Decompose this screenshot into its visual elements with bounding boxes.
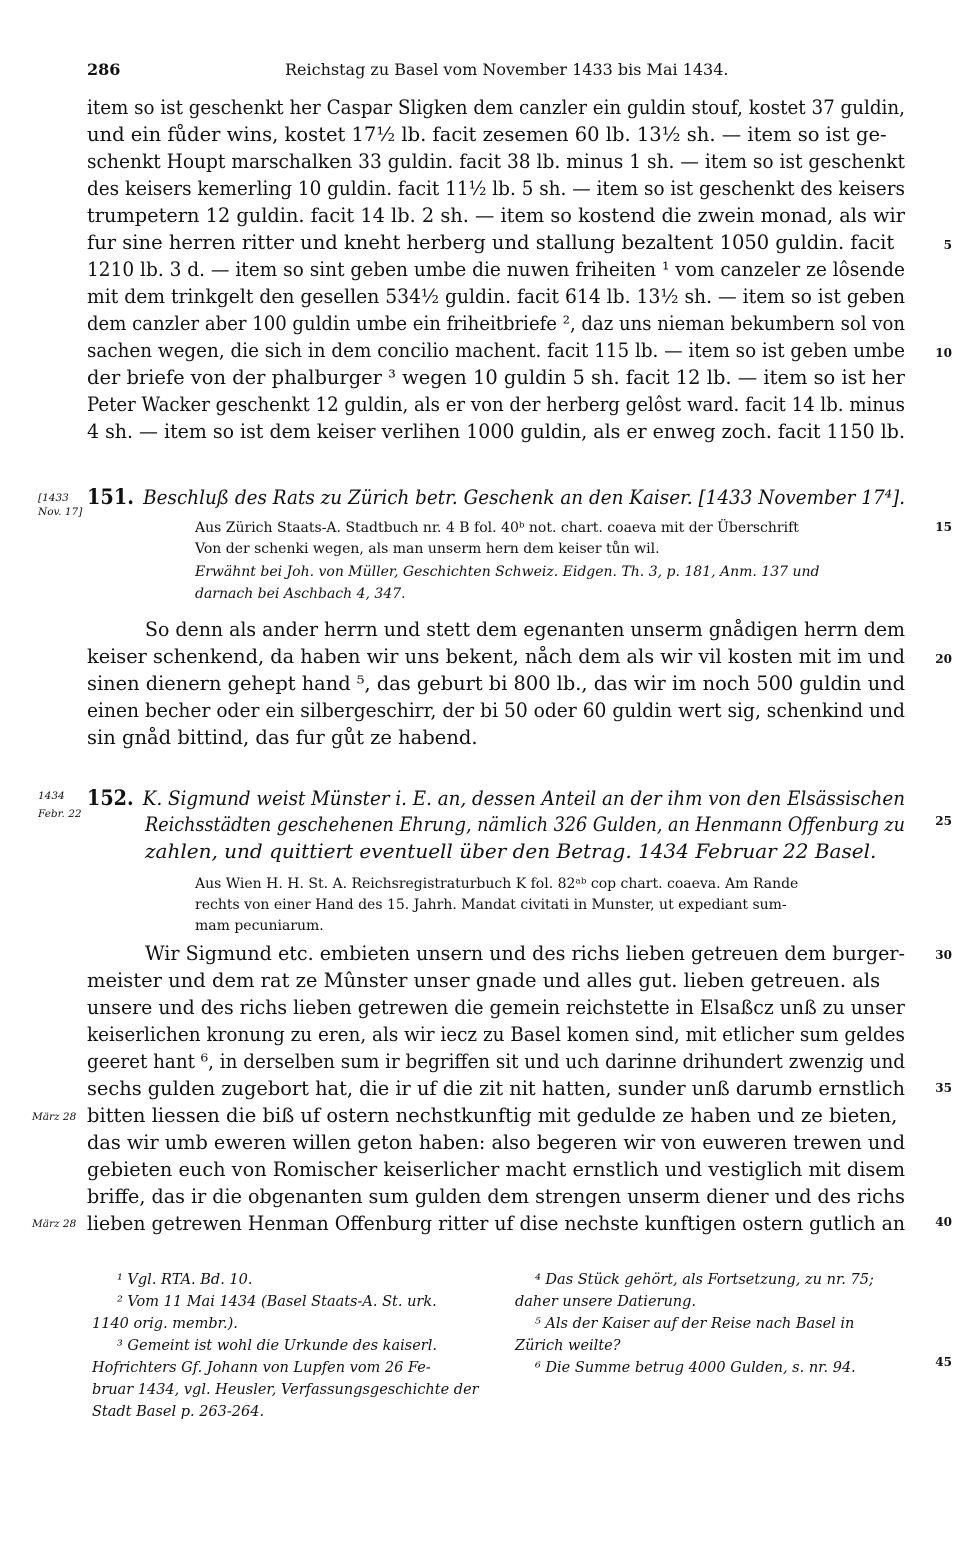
text-line: sachen wegen, die sich in dem concilio machent. facit 115 lb. — item so ist geben umbe xyxy=(87,339,905,362)
footnote: ³ Gemeint ist wohl die Urkunde des kaiserl. xyxy=(117,1338,437,1354)
text-line: mit dem trinkgelt den gesellen 534½ guldin. facit 614 lb. 13½ sh. — item so ist geben xyxy=(87,285,906,308)
line-number: 35 xyxy=(935,1081,952,1095)
document-heading xyxy=(87,484,905,509)
footnote: ¹ Vgl. RTA. Bd. 10. xyxy=(117,1272,253,1288)
text-line: das wir umb eweren willen geton haben: also begeren wir von euweren trewen und xyxy=(87,1131,906,1154)
text-line: keiser schenkend, da haben wir uns bekent, nåch dem als wir vil kosten mit im und xyxy=(87,645,906,668)
text-line: unsere und des richs lieben getrewen die gemein reichstette in Elsaßcz unß zu unser xyxy=(87,996,905,1019)
document-title: zahlen, und quittiert eventuell über den Betrag. 1434 Februar 22 Basel. xyxy=(145,839,877,863)
margin-date: März 28 xyxy=(32,1218,77,1230)
document-title: Reichsstädten geschehenen Ehrung, nämlich 326 Gulden, an Henmann Offenburg zu xyxy=(145,812,906,836)
text-line: item so ist geschenkt her Caspar Sligken dem canzler ein guldin stouf, kostet 37 guldin, xyxy=(87,96,905,119)
text-line: gebieten euch von Romischer keiserlicher macht ernstlich und vestiglich mit disem xyxy=(87,1158,906,1181)
text-line: So denn als ander herrn und stett dem egenanten unserm gnådigen herrn dem xyxy=(145,618,905,641)
text-line: geeret hant ⁶, in derselben sum ir begriffen sit und uch darinne drihundert zwenzig und xyxy=(87,1050,905,1073)
text-line: Wir Sigmund etc. embieten unsern und des richs lieben getreuen dem burger- xyxy=(145,942,905,965)
text-line: 4 sh. — item so ist dem keiser verlihen 1000 guldin, als er enweg zoch. facit 1150 lb. xyxy=(87,420,905,443)
text-line: meister und dem rat ze Mûnster unser gnade und alles gut. lieben getreuen. als xyxy=(87,969,881,992)
margin-date: Febr. 22 xyxy=(38,808,82,820)
source-note: Erwähnt bei Joh. von Müller, Geschichten Schweiz. Eidgen. Th. 3, p. 181, Anm. 137 und xyxy=(195,564,820,580)
footnote: bruar 1434, vgl. Heusler, Verfassungsgeschichte der xyxy=(92,1382,479,1398)
line-number: 40 xyxy=(935,1215,952,1229)
margin-date: März 28 xyxy=(32,1111,77,1123)
text-line: dem canzler aber 100 guldin umbe ein friheitbriefe ², daz uns nieman bekumbern sol von xyxy=(87,312,905,335)
text-line: lieben getrewen Henman Offenburg ritter uf dise nechste kunftigen ostern gutlich an xyxy=(87,1212,905,1235)
text-line: sinen dienern gehept hand ⁵, das geburt bi 800 lb., das wir im noch 500 guldin und xyxy=(87,672,906,695)
margin-year: [1433 xyxy=(38,492,69,504)
document-heading xyxy=(87,785,905,810)
text-line: fur sine herren ritter und kneht herberg und stallung bezaltent 1050 guldin. facit xyxy=(87,231,895,254)
document-number: 152. xyxy=(87,785,134,810)
footnote: ⁵ Als der Kaiser auf der Reise nach Basel in xyxy=(535,1316,855,1332)
text-line: sechs gulden zugebort hat, die ir uf die zit nit hatten, sunder unß darumb ernstlich xyxy=(87,1077,905,1100)
footnote: daher unsere Datierung. xyxy=(515,1294,697,1310)
margin-year: 1434 xyxy=(38,790,65,802)
source-note: Aus Zürich Staats-A. Stadtbuch nr. 4 B fol. 40ᵇ not. chart. coaeva mit der Überschrift xyxy=(195,520,799,536)
text-line: und ein fůder wins, kostet 17½ lb. facit zesemen 60 lb. 13½ sh. — item so ist ge- xyxy=(87,123,887,146)
text-line: keiserlichen kronung zu eren, als wir iecz zu Basel komen sind, mit etlicher sum geldes xyxy=(87,1023,905,1046)
line-number: 30 xyxy=(935,948,952,962)
footnote: Stadt Basel p. 263-264. xyxy=(92,1404,265,1420)
document-title: K. Sigmund weist Münster i. E. an, dessen Anteil an der ihm von den Elsässischen xyxy=(142,786,905,810)
footnote: ⁴ Das Stück gehört, als Fortsetzung, zu nr. 75; xyxy=(535,1272,874,1288)
footnote: ² Vom 11 Mai 1434 (Basel Staats-A. St. urk. xyxy=(117,1294,437,1310)
margin-date: Nov. 17] xyxy=(38,506,83,518)
running-title: Reichstag zu Basel vom November 1433 bis Mai 1434. xyxy=(285,60,729,79)
footnote: Hofrichters Gf. Johann von Lupfen vom 26 Fe- xyxy=(92,1360,431,1376)
text-line: 1210 lb. 3 d. — item so sint geben umbe die nuwen friheiten ¹ vom canzeler ze lôsende xyxy=(87,258,906,281)
text-line: einen becher oder ein silbergeschirr, der bi 50 oder 60 guldin wert sig, schenkind und xyxy=(87,699,906,722)
source-note: darnach bei Aschbach 4, 347. xyxy=(195,586,406,602)
source-note: rechts von einer Hand des 15. Jahrh. Mandat civitati in Munster, ut expediant sum- xyxy=(195,897,787,913)
line-number: 45 xyxy=(935,1355,952,1369)
text-line: der briefe von der phalburger ³ wegen 10 guldin 5 sh. facit 12 lb. — item so ist her xyxy=(87,366,905,389)
line-number: 25 xyxy=(935,814,952,828)
text-line: sin gnåd bittind, das fur gůt ze habend. xyxy=(87,726,478,749)
line-number: 15 xyxy=(935,520,952,534)
document-title: Beschluß des Rats zu Zürich betr. Geschenk an den Kaiser. [1433 November 17⁴]. xyxy=(143,485,906,509)
text-line: trumpetern 12 guldin. facit 14 lb. 2 sh. — item so kostend die zwein monad, als wir xyxy=(87,204,905,227)
page-number: 286 xyxy=(87,60,121,79)
source-note: Von der schenki wegen, als man unserm hern dem keiser tůn wil. xyxy=(195,541,660,557)
line-number: 5 xyxy=(943,238,952,252)
footnote: Zürich weilte? xyxy=(515,1338,621,1354)
line-number: 20 xyxy=(935,652,952,666)
text-line: bitten liessen die biß uf ostern nechstkunftig mit gedulde ze haben und ze bieten, xyxy=(87,1104,898,1127)
footnote: 1140 orig. membr.). xyxy=(92,1316,238,1332)
source-note: Aus Wien H. H. St. A. Reichsregistraturbuch K fol. 82ᵃᵇ cop chart. coaeva. Am Rande xyxy=(195,876,799,892)
text-line: des keisers kemerling 10 guldin. facit 11½ lb. 5 sh. — item so ist geschenkt des keisers xyxy=(87,177,905,200)
footnote: ⁶ Die Summe betrug 4000 Gulden, s. nr. 94. xyxy=(535,1360,856,1376)
text-line: Peter Wacker geschenkt 12 guldin, als er von der herberg gelôst ward. facit 14 lb. minus xyxy=(87,393,905,416)
source-note: mam pecuniarum. xyxy=(195,918,324,934)
line-number: 10 xyxy=(935,346,952,360)
text-line: briffe, das ir die obgenanten sum gulden dem strengen unserm diener und des richs xyxy=(87,1185,905,1208)
text-line: schenkt Houpt marschalken 33 guldin. facit 38 lb. minus 1 sh. — item so ist geschenkt xyxy=(87,150,906,173)
document-number: 151. xyxy=(87,484,134,509)
